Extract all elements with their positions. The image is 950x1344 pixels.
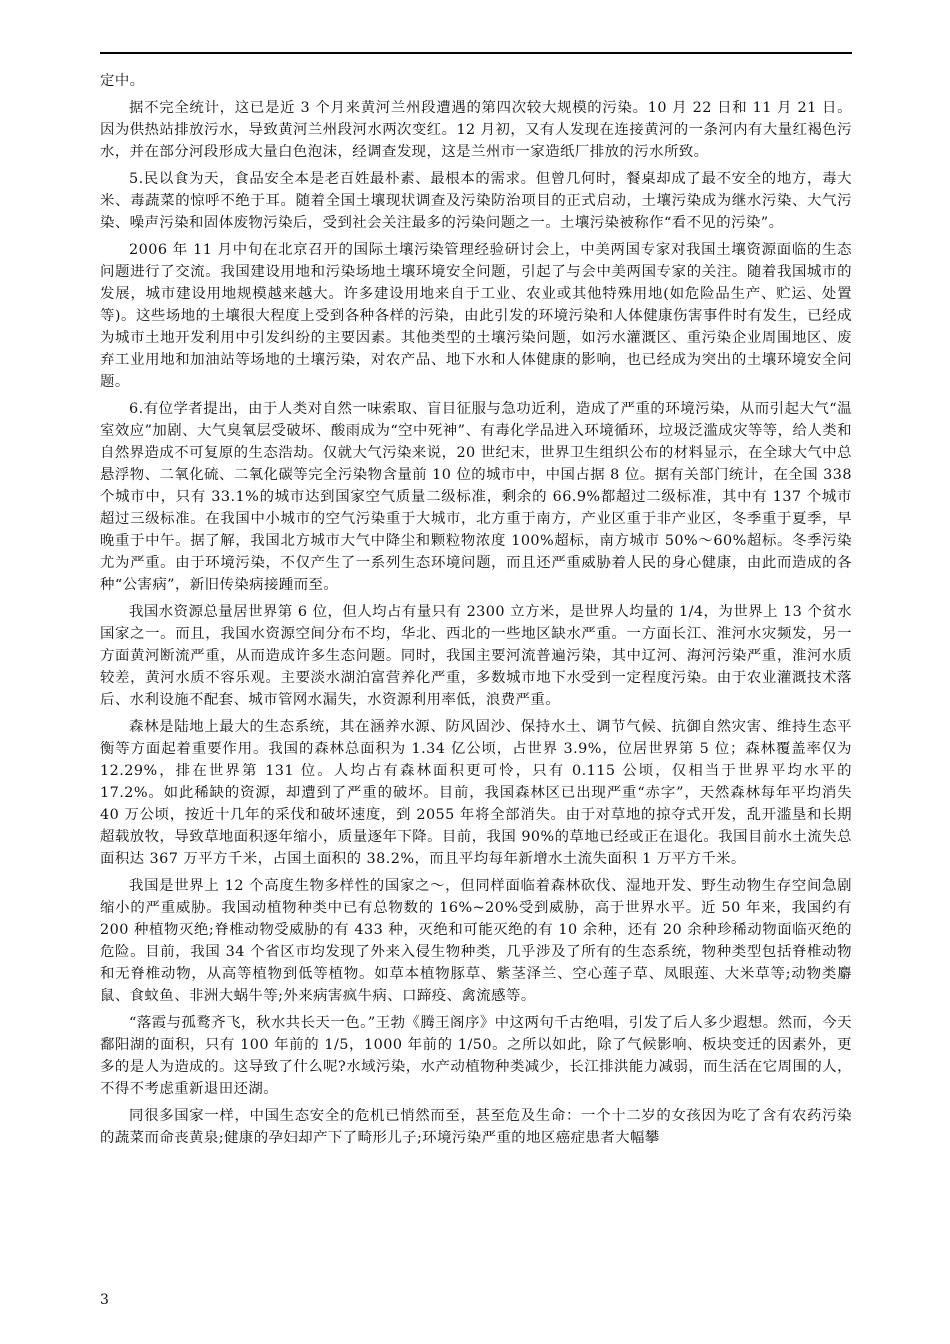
paragraph: 定中。 <box>100 73 145 89</box>
paragraph: 森林是陆地上最大的生态系统，其在涵养水源、防风固沙、保持水土、调节气候、抗御自然灾害、维持生态平衡等方面起着重要作用。我国的森林总面积为 1.34 亿公顷，占世界 3.9%，位居世界第 5 位；森林覆盖率仅为 12.29%，排在世界第 131 位。人均占有森林面积更可怜，只有 0.115 公顷，仅相当于世界平均水平的 17.2%。如此稀缺的资源，却遭到了严重的破坏。目前，我国森林区已出现严重“赤字”，天然森林每年平均消失 40 万公顷，按近十几年的采伐和破坏速度，到 2055 年将全部消失。由于对草地的掠夺式开发，乱开滥垦和长期超载放牧，导致草地面积逐年缩小，质量逐年下降。目前，我国 90%的草地已经或正在退化。我国目前水土流失总面积达 367 万平方千米，占国土面积的 38.2%，而且平均每年新增水土流失面积 1 万平方千米。 <box>100 719 852 867</box>
paragraph: 我国是世界上 12 个高度生物多样性的国家之～，但同样面临着森林砍伐、湿地开发、野生动物生存空间急剧缩小的严重威胁。我国动植物种类中已有总物数的 16%~20%受到威胁，高于世界水平。近 50 年来，我国约有 200 种植物灭绝;脊椎动物受威胁的有 433 种，灭绝和可能灭绝的有 10 余种，还有 20 余种珍稀动物面临灭绝的危险。目前，我国 34 个省区市均发现了外来入侵生物种类，几乎涉及了所有的生态系统，物种类型包括脊椎动物和无脊椎动物，从高等植物到低等植物。如草本植物豚草、紫茎泽兰、空心莲子草、凤眼莲、大米草等;动物类麝鼠、食蚊鱼、非洲大蜗牛等;外来病害疯牛病、口蹄疫、禽流感等。 <box>100 878 852 1004</box>
paragraph: 6.有位学者提出，由于人类对自然一味索取、盲目征服与急功近利，造成了严重的环境污染，从而引起大气“温室效应”加剧、大气臭氧层受破坏、酸雨成为“空中死神”、有毒化学品进入环境循环，垃圾泛滥成灾等等，给人类和自然界造成不可复原的生态浩劫。仅就大气污染来说，20 世纪末，世界卫生组织公布的材料显示，在全球大气中总悬浮物、二氧化硫、二氧化碳等完全污染物含量前 10 位的城市中，中国占据 8 位。据有关部门统计，在全国 338 个城市中，只有 33.1%的城市达到国家空气质量二级标准，剩余的 66.9%都超过二级标准，其中有 137 个城市超过三级标准。在我国中小城市的空气污染重于大城市，北方重于南方，产业区重于非产业区，冬季重于夏季，早晚重于中午。据了解，我国北方城市大气中降尘和颗粒物浓度 100%超标，南方城市 50%～60%超标。冬季污染尤为严重。由于环境污染，不仅产生了一系列生态环境问题，而且还严重威胁着人民的身心健康，由此而造成的各种“公害病”，新旧传染病接踵而至。 <box>100 401 852 593</box>
paragraph: 据不完全统计，这已是近 3 个月来黄河兰州段遭遇的第四次较大规模的污染。10 月 22 日和 11 月 21 日。因为供热站排放污水，导致黄河兰州段河水两次变红。12 月初，又有人发现在连接黄河的一条河内有大量红褐色污水，并在部分河段形成大量白色泡沫，经调查发现，这是兰州市一家造纸厂排放的污水所致。 <box>100 100 852 160</box>
paragraph: 我国水资源总量居世界第 6 位，但人均占有量只有 2300 立方米，是世界人均量的 1/4，为世界上 13 个贫水国家之一。而且，我国水资源空间分布不均，华北、西北的一些地区缺水严重。一方面长江、淮河水灾频发，另一方面黄河断流严重，从而造成许多生态问题。同时，我国主要河流普遍污染，其中辽河、海河污染严重，淮河水质较差，黄河水质不容乐观。主要淡水湖泊富营养化严重，多数城市地下水受到一定程度污染。由于农业灌溉技术落后、水利设施不配套、城市管网水漏失，水资源利用率低，浪费严重。 <box>100 604 852 708</box>
body-text <box>100 70 852 1154</box>
header-rule <box>100 52 852 54</box>
paragraph: 同很多国家一样，中国生态安全的危机已悄然而至，甚至危及生命：一个十二岁的女孩因为吃了含有农药污染的蔬菜而命丧黄泉;健康的孕妇却产下了畸形儿子;环境污染严重的地区癌症患者大幅攀 <box>100 1108 852 1146</box>
paragraph: 2006 年 11 月中旬在北京召开的国际土壤污染管理经验研讨会上，中美两国专家对我国土壤资源面临的生态问题进行了交流。我国建设用地和污染场地土壤环境安全问题，引起了与会中美两国专家的关注。随着我国城市的发展，城市建设用地规模越来越大。许多建设用地来自于工业、农业或其他特殊用地(如危险品生产、贮运、处置等)。这些场地的土壤很大程度上受到各种各样的污染，由此引发的环境污染和人体健康伤害事件时有发生，已经成为城市土地开发利用中引发纠纷的主要因素。其他类型的土壤污染问题，如污水灌溉区、重污染企业周围地区、废弃工业用地和加油站等场地的土壤污染，对农产品、地下水和人体健康的影响，也已经成为突出的土壤环境安全问题。 <box>100 242 852 390</box>
page-number: 3 <box>100 1292 109 1308</box>
paragraph: “落霞与孤鹜齐飞，秋水共长天一色。”王勃《腾王阁序》中这两句千古绝唱，引发了后人多少遐想。然而，今天鄱阳湖的面积，只有 100 年前的 1/5，1000 年前的 1/50。之所以如此，除了气候影响、板块变迁的因素外，更多的是人为造成的。这导致了什么呢?水域污染，水产动植物种类减少，长江排洪能力减弱，而生活在它周围的人，不得不考虑重新退田还湖。 <box>100 1015 852 1097</box>
paragraph: 5.民以食为天，食品安全本是老百姓最朴素、最根本的需求。但曾几何时，餐桌却成了最不安全的地方，毒大米、毒蔬菜的惊呼不绝于耳。随着全国土壤现状调查及污染防治项目的正式启动，土壤污染成为继水污染、大气污染、噪声污染和固体废物污染后，受到社会关注最多的污染问题之一。土壤污染被称作“看不见的污染”。 <box>100 171 852 231</box>
